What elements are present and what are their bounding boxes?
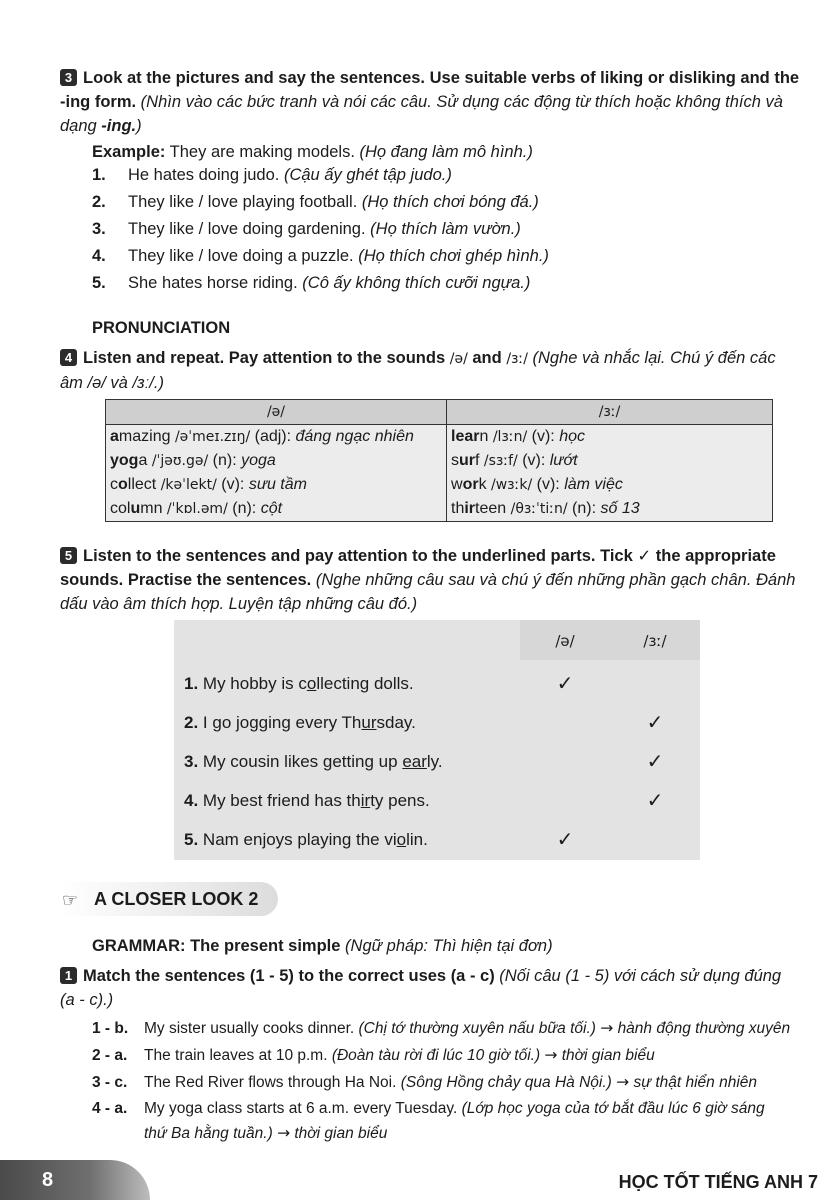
list-item: 2. They like / love playing football. (Họ thích chơi bóng đá.)	[92, 193, 539, 211]
pointing-hand-icon: ☞	[62, 890, 79, 910]
sentence-row: 5. Nam enjoys playing the violin.	[184, 830, 428, 849]
exercise-1-answers	[92, 1016, 822, 1146]
list-item: 2 - a. The train leaves at 10 p.m. (Đoàn tàu rời đi lúc 10 giờ tối.) → thời gian biểu	[92, 1046, 655, 1064]
tick-mark: ✓	[646, 712, 664, 734]
sentence-row: 3. My cousin likes getting up early.	[184, 752, 443, 771]
section-header	[60, 882, 278, 916]
page-number-tab	[0, 1160, 150, 1200]
grammar-heading: GRAMMAR: The present simple (Ngữ pháp: Thì hiện tại đơn)	[92, 937, 553, 955]
list-item: 3 - c. The Red River flows through Ha Noi. (Sông Hồng chảy qua Hà Nội.) → sự thật hiển nhiên	[92, 1073, 758, 1091]
exercise-4-instructions: 4 Listen and repeat. Pay attention to the sounds /ə/ and /ɜː/ (Nghe và nhắc lại. Chú ý đến các âm /ə/ và /ɜː/.)	[60, 349, 776, 392]
exercise-1-badge: 1	[60, 967, 77, 984]
list-item: 4. They like / love doing a puzzle. (Họ thích chơi ghép hình.)	[92, 247, 549, 265]
tick-table-header	[520, 620, 700, 660]
exercise-5-badge: 5	[60, 547, 77, 564]
list-item: 4 - a. My yoga class starts at 6 a.m. every Tuesday. (Lớp học yoga của tớ bắt đầu lúc 6 giờ sáng thứ Ba hằng tuần.) → thời gian biểu	[92, 1100, 765, 1142]
section-title: A CLOSER LOOK 2	[94, 889, 259, 909]
sentence-row: 4. My best friend has thirty pens.	[184, 791, 430, 810]
book-title: HỌC TỐT TIẾNG ANH 7	[618, 1172, 818, 1192]
tick-mark: ✓	[646, 751, 664, 773]
table-row: yoga /ˈjəʊ.gə/ (n): yoga surf /sɜːf/ (v): lướt	[106, 449, 773, 473]
tick-mark: ✓	[556, 673, 574, 695]
pronunciation-table	[105, 399, 773, 522]
exercise-3-badge: 3	[60, 69, 77, 86]
table-header: /ɜː/	[447, 400, 773, 425]
page-number: 8	[42, 1169, 54, 1191]
table-row: column /ˈkɒl.əm/ (n): cột thirteen /θɜːˈtiːn/ (n): số 13	[106, 497, 773, 522]
exercise-5-instructions: 5 Listen to the sentences and pay attention to the underlined parts. Tick ✓ the appropriate sounds. Practise the sentences. (Nghe những câu sau và chú ý đến những phần gạch chân. Đánh dấu vào âm thích hợp. Luyện tập những câu đó.)	[60, 547, 796, 613]
sentence-row: 1. My hobby is collecting dolls.	[184, 674, 414, 693]
exercise-3-instructions: 3 Look at the pictures and say the sentences. Use suitable verbs of liking or disliking and the -ing form. (Nhìn vào các bức tranh và nói các câu. Sử dụng các động từ thích hoặc không thích và dạng -ing.)	[60, 69, 800, 135]
tick-mark: ✓	[556, 829, 574, 851]
table-row: collect /kəˈlekt/ (v): sưu tầm work /wɜːk/ (v): làm việc	[106, 473, 773, 497]
column-header: /ɜː/	[643, 632, 667, 650]
list-item: 5. She hates horse riding. (Cô ấy không thích cưỡi ngựa.)	[92, 274, 531, 292]
table-row: amazing /əˈmeɪ.zɪŋ/ (adj): đáng ngạc nhiên learn /lɜːn/ (v): học	[106, 425, 773, 450]
pronunciation-heading: PRONUNCIATION	[92, 319, 231, 337]
table-header: /ə/	[106, 400, 447, 425]
tick-table	[174, 620, 700, 860]
sentence-row: 2. I go jogging every Thursday.	[184, 713, 416, 732]
exercise-1-instructions: 1 Match the sentences (1 - 5) to the correct uses (a - c) (Nối câu (1 - 5) với cách sử dụng đúng (a - c).)	[60, 967, 782, 1009]
list-item: 1. He hates doing judo. (Cậu ấy ghét tập judo.)	[92, 166, 452, 184]
exercise-3-answers	[92, 163, 549, 298]
column-header: /ə/	[555, 632, 575, 650]
exercise-3-example: Example: They are making models. (Họ đang làm mô hình.)	[92, 143, 533, 161]
tick-mark: ✓	[646, 790, 664, 812]
list-item: 1 - b. My sister usually cooks dinner. (Chị tớ thường xuyên nấu bữa tối.) → hành động thường xuyên	[92, 1019, 791, 1037]
list-item: 3. They like / love doing gardening. (Họ thích làm vườn.)	[92, 220, 521, 238]
exercise-4-badge: 4	[60, 349, 77, 366]
